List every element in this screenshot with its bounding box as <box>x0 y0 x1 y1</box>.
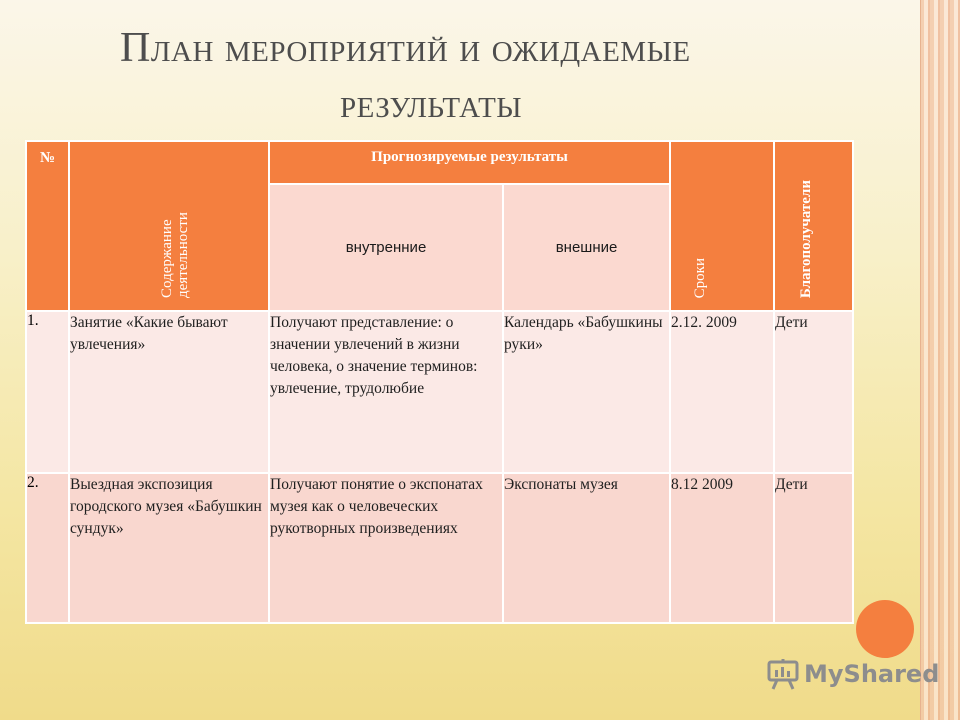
header-external-label: внешние <box>555 238 618 256</box>
watermark-logo[interactable] <box>766 656 939 692</box>
table-row <box>26 311 853 473</box>
decorative-stripes <box>920 0 960 720</box>
header-num-label: № <box>39 150 56 166</box>
header-results-label: Прогнозируемые результаты <box>371 149 568 165</box>
header-activity <box>69 141 269 311</box>
header-internal <box>269 184 503 312</box>
header-results <box>269 141 670 184</box>
row-external: Календарь «Бабушкины руки» <box>503 311 670 473</box>
row-num: 1. <box>26 311 69 473</box>
slide-title-line2: результаты <box>340 81 523 127</box>
header-num <box>26 141 69 311</box>
header-beneficiaries <box>774 141 853 311</box>
table-row <box>26 473 853 623</box>
row-external: Экспонаты музея <box>503 473 670 623</box>
row-activity: Выездная экспозиция городского музея «Бабушкин сундук» <box>69 473 269 623</box>
header-dates-label: Сроки <box>692 257 709 298</box>
row-num: 2. <box>26 473 69 623</box>
header-activity-label: Содержание деятельности <box>159 212 191 298</box>
watermark-text: MyShared <box>804 660 940 688</box>
header-beneficiaries-label: Благополучатели <box>797 179 814 298</box>
decorative-circle <box>856 600 914 658</box>
header-dates <box>670 141 774 311</box>
row-dates: 2.12. 2009 <box>670 311 774 473</box>
slide-title-line1: План мероприятий и ожидаемые <box>120 25 691 71</box>
decorative-line <box>920 0 921 720</box>
row-activity: Занятие «Какие бывают увлечения» <box>69 311 269 473</box>
row-internal: Получают представление: о значении увлечений в жизни человека, о значение терминов: увлечение, трудолюбие <box>269 311 503 473</box>
header-internal-label: внутренние <box>345 238 427 256</box>
row-beneficiaries: Дети <box>774 311 853 473</box>
slide-title <box>120 20 820 132</box>
row-dates: 8.12 2009 <box>670 473 774 623</box>
plan-table <box>25 140 854 624</box>
header-external <box>503 184 670 312</box>
presentation-board-icon <box>766 658 800 690</box>
row-beneficiaries: Дети <box>774 473 853 623</box>
row-internal: Получают понятие о экспонатах музея как о человеческих рукотворных произведениях <box>269 473 503 623</box>
